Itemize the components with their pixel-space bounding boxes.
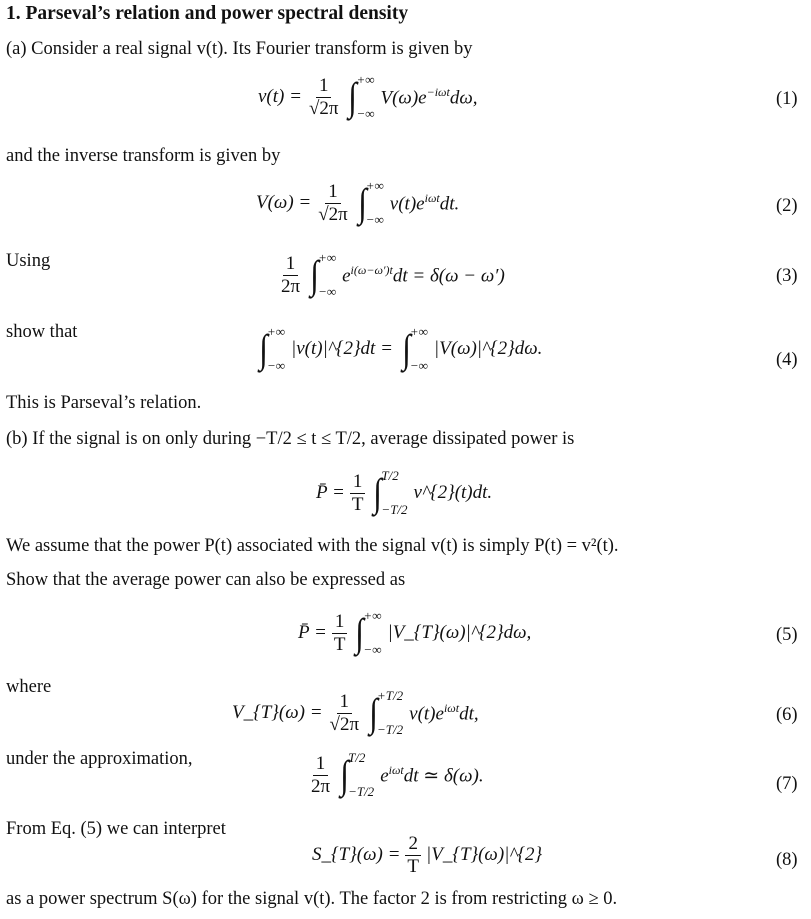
eq-number-7: (7) — [776, 774, 798, 794]
eq-number-1: (1) — [776, 89, 798, 109]
integral-sign: ∫ — [259, 326, 268, 371]
show-that-text: show that — [6, 322, 78, 342]
frac-num: 2 — [405, 833, 421, 856]
upper-limit: +∞ — [365, 178, 384, 193]
eq-number-6: (6) — [776, 705, 798, 725]
assume-text: We assume that the power P(t) associated with the signal v(t) is simply P(t) = v²(t). — [6, 536, 619, 556]
upper-limit: +∞ — [363, 608, 382, 623]
frac-num: 1 — [350, 471, 366, 494]
section-title: 1. Parseval’s relation and power spectral density — [6, 3, 409, 24]
eq-number-2: (2) — [776, 196, 798, 216]
lower-limit: −T/2 — [377, 722, 404, 737]
upper-limit: T/2 — [381, 468, 399, 483]
lower-limit: −∞ — [363, 642, 382, 657]
eq-integrand: |V_{T}(ω)|^{2}dω, — [387, 622, 532, 643]
equation-6 — [232, 688, 479, 738]
eq-integrand: |v(t)|^{2}dt = — [291, 338, 393, 359]
eq-integrand: $e^{i(\omega-\omega')t}dt = \delta(\omega - \omega')$ — [342, 262, 505, 287]
integral-sign: ∫ — [310, 252, 319, 297]
frac-num: 1 — [332, 611, 348, 634]
show-avg-text: Show that the average power can also be expressed as — [6, 570, 406, 590]
parseval-text: This is Parseval’s relation. — [6, 393, 202, 413]
equation-3 — [274, 250, 505, 300]
frac-den: T — [351, 493, 364, 515]
equation-avg-power — [316, 468, 492, 518]
eq-integrand: |V(ω)|^{2}dω. — [433, 338, 543, 359]
frac-den: √2π — [329, 713, 360, 735]
final-text: as a power spectrum S(ω) for the signal v(t). The factor 2 is from restricting ω ≥ 0. — [6, 889, 618, 909]
frac-num: 1 — [283, 253, 299, 276]
lower-limit: −∞ — [409, 358, 428, 373]
frac-den: √2π — [318, 203, 348, 225]
where-text: where — [6, 677, 52, 697]
lower-limit: −T/2 — [381, 502, 408, 517]
lower-limit: −∞ — [365, 212, 384, 227]
frac-den: √2π — [308, 97, 339, 119]
eq-integrand: $v(t)e^{i\omega t}dt$, — [409, 700, 479, 725]
eq-lhs: V_{T}(ω) = — [232, 702, 323, 723]
upper-limit: +∞ — [409, 324, 428, 339]
frac-den: T — [407, 855, 420, 877]
eq-number-8: (8) — [776, 850, 798, 870]
frac-den: 2π — [311, 775, 331, 797]
integral-sign: ∫ — [373, 470, 383, 515]
inverse-text: and the inverse transform is given by — [6, 146, 281, 166]
frac-num: 1 — [313, 753, 329, 776]
integral-sign: ∫ — [401, 326, 411, 371]
equation-1 — [258, 72, 478, 122]
frac-den: 2π — [281, 275, 301, 297]
equation-5 — [298, 608, 531, 658]
lower-limit: −∞ — [266, 358, 286, 373]
eq-lhs: P̄ = — [316, 482, 345, 503]
upper-limit: T/2 — [348, 750, 366, 765]
eq-number-4: (4) — [776, 350, 798, 370]
eq-body: |V_{T}(ω)|^{2} — [426, 844, 543, 866]
upper-limit: +T/2 — [377, 688, 404, 703]
equation-2 — [256, 178, 459, 228]
integral-sign: ∫ — [348, 74, 358, 119]
frac-num: 1 — [316, 75, 332, 98]
eq-number-3: (3) — [776, 266, 798, 286]
eq-integrand: $V(\omega)e^{-i\omega t}d\omega$, — [380, 84, 478, 109]
equation-4 — [256, 324, 542, 374]
integral-sign: ∫ — [340, 752, 349, 797]
upper-limit: +∞ — [318, 250, 337, 265]
from-eq-text: From Eq. (5) we can interpret — [6, 819, 226, 839]
frac-num: 1 — [325, 181, 341, 204]
eq-integrand: v^{2}(t)dt. — [413, 482, 493, 503]
upper-limit: +∞ — [356, 72, 375, 87]
eq-lhs: V(ω) = — [256, 192, 312, 213]
eq-integrand: $e^{i\omega t}dt$ ≃ δ(ω). — [380, 762, 484, 787]
equation-7 — [304, 750, 484, 800]
equation-8 — [312, 833, 542, 878]
integral-sign: ∫ — [355, 610, 365, 655]
frac-num: 1 — [337, 691, 353, 714]
frac-den: T — [333, 633, 346, 655]
part-b-intro: (b) If the signal is on only during −T/2 ≤ t ≤ T/2, average dissipated power is — [6, 429, 575, 449]
lower-limit: −∞ — [356, 106, 375, 121]
upper-limit: +∞ — [266, 324, 286, 339]
eq-lhs: S_{T}(ω) = — [312, 844, 401, 866]
using-text: Using — [6, 251, 51, 271]
integral-sign: ∫ — [369, 690, 378, 735]
eq-lhs: v(t) = — [258, 86, 302, 107]
eq-number-5: (5) — [776, 625, 798, 645]
integral-sign: ∫ — [357, 180, 367, 225]
eq-lhs: P̄ = — [298, 622, 327, 643]
lower-limit: −∞ — [318, 284, 337, 299]
part-a-intro: (a) Consider a real signal v(t). Its Fourier transform is given by — [6, 39, 473, 59]
under-text: under the approximation, — [6, 749, 193, 769]
lower-limit: −T/2 — [348, 784, 375, 799]
eq-integrand: $v(t)e^{i\omega t}dt$. — [389, 190, 460, 215]
